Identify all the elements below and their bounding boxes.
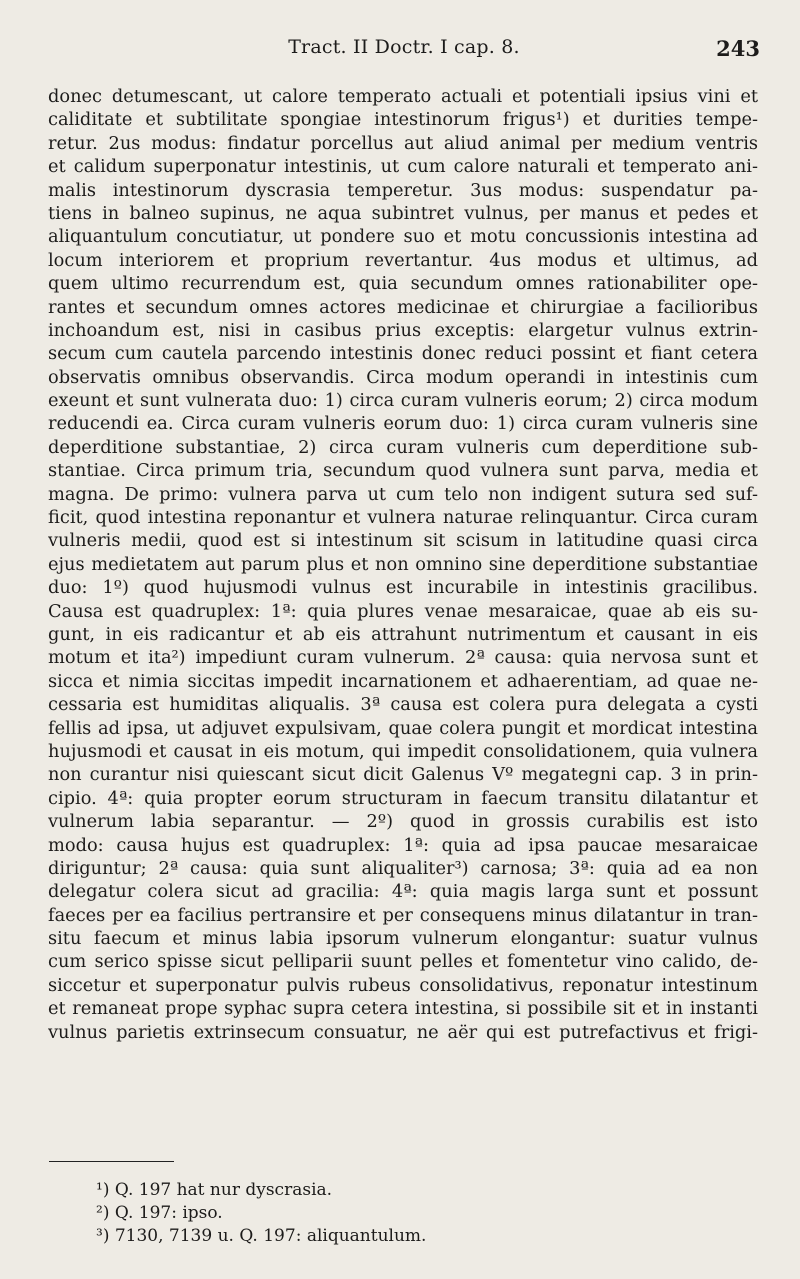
running-head (48, 36, 760, 60)
text-line: ficit, quod intestina reponantur et vulnera naturae relinquantur. Circa curam (48, 507, 758, 529)
text-line: malis intestinorum dyscrasia temperetur. 3us modus: suspendatur pa- (48, 179, 758, 201)
page-number: 243 (716, 36, 760, 61)
text-line: faeces per ea facilius pertransire et per consequens minus dilatantur in tran- (48, 904, 758, 926)
text-line: cessaria est humiditas aliqualis. 3ª causa est colera pura delegata a cysti (48, 694, 758, 716)
footnote: ²) Q. 197: ipso. (96, 1203, 223, 1223)
text-line: locum interiorem et proprium revertantur. 4us modus et ultimus, ad (48, 249, 758, 271)
text-line: hujusmodi et causat in eis motum, qui impedit consolidationem, quia vulnera (48, 740, 758, 762)
text-line: caliditate et subtilitate spongiae intestinorum frigus¹) et durities tempe- (48, 109, 758, 131)
text-line: duo: 1º) quod hujusmodi vulnus est incurabile in intestinis gracilibus. (48, 577, 758, 599)
text-line: magna. De primo: vulnera parva ut cum telo non indigent sutura sed suf- (48, 483, 758, 505)
text-line: stantiae. Circa primum tria, secundum quod vulnera sunt parva, media et (48, 460, 758, 482)
text-line: aliquantulum concutiatur, ut pondere suo et motu concussionis intestina ad (48, 226, 758, 248)
text-line: siccetur et superponatur pulvis rubeus consolidativus, reponatur intestinum (48, 974, 758, 996)
text-line: rantes et secundum omnes actores medicinae et chirurgiae a facilioribus (48, 296, 758, 318)
text-line: gunt, in eis radicantur et ab eis attrahunt nutrimentum et causant in eis (48, 623, 758, 645)
body-text (48, 85, 758, 1044)
text-line: delegatur colera sicut ad gracilia: 4ª: quia magis larga sunt et possunt (48, 881, 758, 903)
text-line: sicca et nimia siccitas impedit incarnationem et adhaerentiam, ad quae ne- (48, 670, 758, 692)
text-line: observatis omnibus observandis. Circa modum operandi in intestinis cum (48, 366, 758, 388)
text-line: quem ultimo recurrendum est, quia secundum omnes rationabiliter ope- (48, 273, 758, 295)
footnote: ³) 7130, 7139 u. Q. 197: aliquantulum. (96, 1226, 427, 1246)
text-line: non curantur nisi quiescant sicut dicit Galenus Vº megategni cap. 3 in prin- (48, 764, 758, 786)
footnotes (96, 1179, 696, 1248)
footnote: ¹) Q. 197 hat nur dyscrasia. (96, 1180, 333, 1200)
text-line: retur. 2us modus: findatur porcellus aut aliud animal per medium ventris (48, 132, 758, 154)
text-line: donec detumescant, ut calore temperato actuali et potentiali ipsius vini et (48, 86, 758, 107)
text-line: inchoandum est, nisi in casibus prius exceptis: elargetur vulnus extrin- (48, 319, 758, 341)
text-line: motum et ita²) impediunt curam vulnerum. 2ª causa: quia nervosa sunt et (48, 647, 758, 669)
footnote-rule (49, 1161, 174, 1162)
text-line: modo: causa hujus est quadruplex: 1ª: quia ad ipsa paucae mesaraicae (48, 834, 758, 856)
text-line: ejus medietatem aut parum plus et non omnino sine deperditione substantiae (48, 553, 758, 575)
text-line: vulneris medii, quod est si intestinum sit scisum in latitudine quasi circa (48, 530, 758, 552)
text-line: situ faecum et minus labia ipsorum vulnerum elongantur: suatur vulnus (48, 928, 758, 950)
text-line: cum serico spisse sicut pelliparii suunt pelles et fomentetur vino calido, de- (48, 951, 758, 973)
text-line: Causa est quadruplex: 1ª: quia plures venae mesaraicae, quae ab eis su- (48, 600, 758, 622)
text-line: reducendi ea. Circa curam vulneris eorum duo: 1) circa curam vulneris sine (48, 413, 758, 435)
text-line: vulnus parietis extrinsecum consuatur, ne aër qui est putrefactivus et frigi- (48, 1021, 758, 1043)
text-line: fellis ad ipsa, ut adjuvet expulsivam, quae colera pungit et mordicat intestina (48, 717, 758, 739)
text-line: exeunt et sunt vulnerata duo: 1) circa curam vulneris eorum; 2) circa modum (48, 390, 758, 412)
text-line: diriguntur; 2ª causa: quia sunt aliqualiter³) carnosa; 3ª: quia ad ea non (48, 857, 758, 879)
running-title: Tract. II Doctr. I cap. 8. (288, 36, 520, 58)
text-line: cipio. 4ª: quia propter eorum structuram in faecum transitu dilatantur et (48, 787, 758, 809)
text-line: secum cum cautela parcendo intestinis donec reduci possint et fiant cetera (48, 343, 758, 365)
text-line: tiens in balneo supinus, ne aqua subintret vulnus, per manus et pedes et (48, 202, 758, 224)
text-line: et calidum superponatur intestinis, ut cum calore naturali et temperato ani- (48, 156, 758, 178)
text-line: deperditione substantiae, 2) circa curam vulneris cum deperditione sub- (48, 436, 758, 458)
text-line: vulnerum labia separantur. — 2º) quod in grossis curabilis est isto (48, 811, 758, 833)
text-line: et remaneat prope syphac supra cetera intestina, si possibile sit et in instanti (48, 998, 758, 1020)
